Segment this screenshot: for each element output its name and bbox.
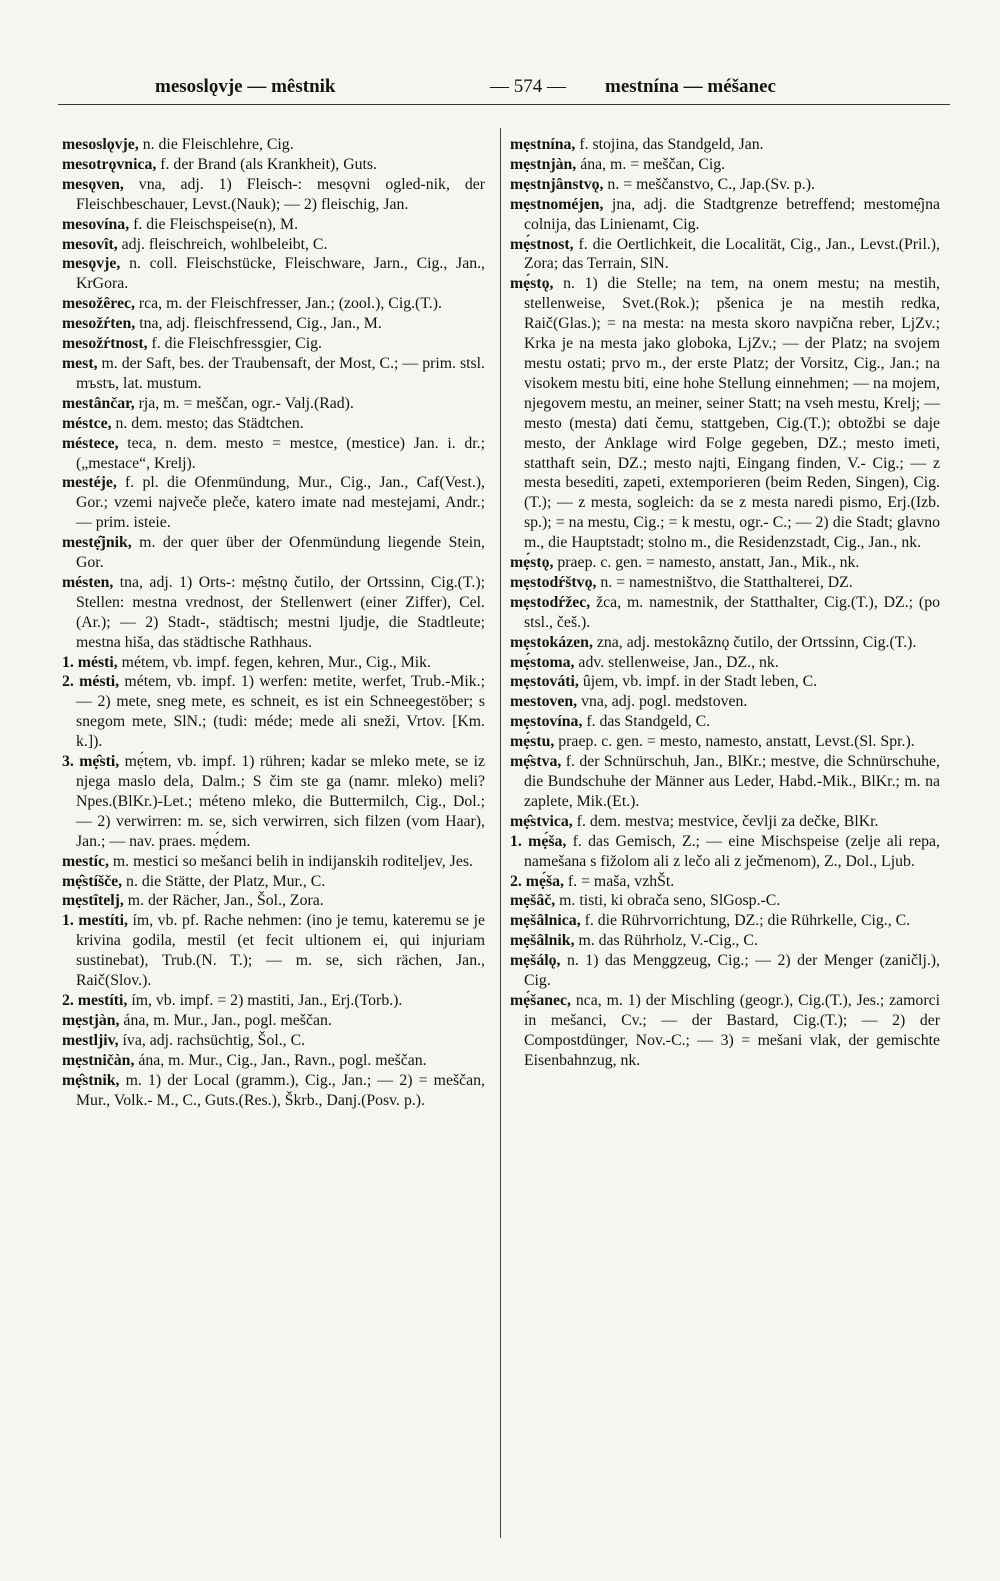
dictionary-entry [62,872,485,892]
entry-headword: mẹ̑stíšče, [62,872,123,890]
entry-headword: mẹstováti, [510,673,579,691]
entry-headword: mẹstnína, [510,136,576,153]
entry-definition: žca, m. namestnik, der Statthalter, Cig.(T.), DZ.; (po stsl., češ.). [524,593,940,631]
dictionary-entry [62,394,485,414]
dictionary-entry [62,314,485,334]
dictionary-entry [510,553,940,573]
entry-headword: mesožŕtnost, [62,335,148,353]
entry-headword: mẹstnjàn, [510,155,577,173]
entry-definition: n. dem. mesto; das Städtchen. [111,414,304,432]
entry-definition: m. der quer über der Ofenmündung liegende Stein, Gor. [76,534,485,572]
entry-definition: n. coll. Fleischstücke, Fleischware, Jarn., Cig., Jan., KrGora. [76,255,485,293]
entry-definition: n. = meščanstvo, C., Jap.(Sv. p.). [603,175,815,193]
entry-headword: mẹšȃlnik, [510,932,575,950]
dictionary-entry [510,155,940,175]
entry-definition: m. tisti, ki obrača seno, SlGosp.-C. [555,892,781,910]
page-number: — 574 — [490,76,566,97]
dictionary-entry [510,175,940,195]
entry-definition: ím, vb. impf. = 2) mastiti, Jan., Erj.(Torb.). [127,991,403,1009]
dictionary-entry [62,1031,485,1051]
dictionary-entry [510,732,940,752]
entry-definition: m. das Rührholz, V.-Cig., C. [574,932,758,950]
entry-definition: vna, adj. pogl. medstoven. [577,693,748,711]
dictionary-entry [510,911,940,931]
dictionary-entry [510,891,940,911]
entry-headword: mẹstodŕštvǫ, [510,573,597,591]
dictionary-entry [62,533,485,573]
dictionary-entry [510,195,940,235]
entry-headword: mẹstnjânstvǫ, [510,175,604,193]
entry-headword: 1. mẹ́ša, [510,832,567,850]
entry-headword: mestẹ̑jnik, [62,534,132,552]
dictionary-entry [62,215,485,235]
entry-definition: f. das Standgeld, C. [582,713,711,731]
entry-definition: f. der Brand (als Krankheit), Guts. [156,155,377,173]
page-header [60,70,950,104]
entry-headword: 2. mésti, [62,673,120,691]
dictionary-entry [62,852,485,872]
entry-definition: m. mestici so mešanci belih in indijanskih roditeljev, Jes. [108,852,473,870]
right-column [510,135,940,1071]
dictionary-entry [62,672,485,752]
header-left-guideword: mesoslǫvje — mêstnik [155,76,336,97]
header-rule [58,104,950,105]
dictionary-entry [510,135,940,155]
dictionary-entry [62,653,485,673]
entry-definition: m. 1) der Local (gramm.), Cig., Jan.; — 2) = meščan, Mur., Volk.- M., C., Guts.(Res.), Škrb., Danj.(Posv. p.). [76,1071,485,1109]
dictionary-entry [62,354,485,394]
dictionary-entry [62,434,485,474]
dictionary-entry [62,135,485,155]
dictionary-entry [510,692,940,712]
dictionary-entry [510,573,940,593]
entry-definition: tna, adj. 1) Orts-: mẹ̑stnǫ čutilo, der Ortssinn, Cig.(T.); Stellen: mestna vrednost, der Stellenwert (einer Ziffer), Cel.(Ar.); — 2) Stadt-, städtisch; mestni ljudje, die Stadtleute; mestna hiša, das städtische Rathhaus. [76,573,485,651]
entry-definition: f. = maša, vzhŠt. [563,872,675,890]
entry-definition: ûjem, vb. impf. in der Stadt leben, C. [578,673,818,691]
entry-definition: métem, vb. impf. 1) werfen: metite, werfet, Trub.-Mik.; — 2) mete, sneg mete, es schneit, es ist ein Schneegestöber; s snegom mete, SlN.; (tudi: méde; mede ali sneži, Vrtov. [Km. k.]). [76,673,486,751]
entry-definition: ána, m. = meščan, Cig. [576,155,726,173]
entry-definition: jna, adj. die Stadtgrenze betreffend; mestomẹ̑jna colnija, das Linienamt, Cig. [524,195,940,233]
entry-headword: mẹstîtelj, [62,892,124,910]
entry-definition: m. der Saft, bes. der Traubensaft, der Most, C.; — prim. stsl. mъstъ, lat. mustum. [76,354,485,392]
entry-headword: 3. mẹ̑sti, [62,753,120,771]
entry-headword: méstce, [62,414,112,432]
dictionary-entry [62,155,485,175]
dictionary-entry [510,633,940,653]
entry-headword: mẹstovína, [510,713,583,731]
header-right-guideword: mestnína — méšanec [605,76,776,97]
entry-definition: adj. fleischreich, wohlbeleibt, C. [117,235,328,253]
entry-definition: n. die Stätte, der Platz, Mur., C. [122,872,326,890]
left-column [62,135,485,1110]
dictionary-entry [62,414,485,434]
entry-headword: mesoslǫvje, [62,136,139,153]
entry-headword: mest, [62,354,98,372]
dictionary-entry [510,752,940,812]
dictionary-entry [62,334,485,354]
dictionary-entry [510,812,940,832]
entry-headword: mẹstničàn, [62,1051,135,1069]
dictionary-entry [62,891,485,911]
entry-headword: mẹšȃč, [510,892,556,910]
entry-headword: mẹ́stǫ, [510,275,554,293]
dictionary-entry [510,872,940,892]
entry-definition: íva, adj. rachsüchtig, Šol., C. [118,1031,306,1049]
dictionary-entry [62,473,485,533]
dictionary-entry [510,672,940,692]
entry-headword: mẹstodŕžec, [510,593,591,611]
dictionary-entry [62,235,485,255]
dictionary-entry [62,752,485,852]
entry-headword: mestoven, [510,693,578,711]
entry-headword: méstece, [62,434,119,452]
dictionary-entry [510,832,940,872]
entry-definition: adv. stellenweise, Jan., DZ., nk. [574,653,779,671]
entry-headword: mẹ́stoma, [510,653,575,671]
entry-headword: mẹstokázen, [510,633,593,651]
entry-headword: mesǫvje, [62,255,121,273]
dictionary-entry [62,175,485,215]
entry-headword: mẹ̑stvica, [510,812,573,830]
dictionary-entry [510,991,940,1071]
entry-definition: f. pl. die Ofenmündung, Mur., Cig., Jan., Caf(Vest.), Gor.; vzemi največe pleče, katero imate nad mestejami, Andr.; — prim. isteie. [76,474,485,532]
dictionary-entry [510,235,940,275]
entry-headword: 2. mẹ́ša, [510,872,564,890]
entry-headword: mẹ̑stva, [510,753,562,771]
entry-headword: mestíc, [62,852,109,870]
entry-definition: ána, m. Mur., Jan., pogl. meščan. [119,1011,332,1029]
entry-headword: mẹstjàn, [62,1011,120,1029]
entry-headword: mesovît, [62,235,118,253]
entry-headword: mésten, [62,573,114,591]
dictionary-entry [62,911,485,991]
entry-definition: f. der Schnürschuh, Jan., BlKr.; mestve, die Schnürschuhe, die Bundschuhe der Männer aus Leder, Habd.-Mik., BlKr.; m. na zaplete, Mik.(Et.). [524,753,940,810]
entry-definition: f. das Gemisch, Z.; — eine Mischspeise (zelje ali repa, namešana s fižolom ali z lečo ali z ječmenom), Z., Dol., Ljub. [524,832,940,870]
entry-headword: mẹ́stǫ, [510,554,554,572]
entry-headword: mesovína, [62,215,130,233]
dictionary-entry [62,1051,485,1071]
entry-definition: nca, m. 1) der Mischling (geogr.), Cig.(T.), Jes.; zamorci in mešanci, Cv.; — der Bastard, Cig.(T.); — 2) der Compostdünger, Nov.-C.; — 3) = mešani vlak, der gemischte Eisenbahnzug, nk. [524,991,940,1069]
dictionary-entry [62,1071,485,1111]
entry-headword: mestéje, [62,474,117,492]
entry-headword: mesožŕten, [62,315,136,333]
dictionary-entry [62,1011,485,1031]
entry-definition: zna, adj. mestokȃznǫ čutilo, der Ortssinn, Cig.(T.). [592,633,917,651]
entry-definition: praep. c. gen. = namesto, anstatt, Jan., Mik., nk. [553,554,860,572]
entry-headword: mẹ́stu, [510,733,555,751]
entry-definition: f. die Oertlichkeit, die Localität, Cig., Jan., Levst.(Pril.), Zora; das Terrain, SlN. [524,235,940,273]
entry-headword: mesožêrec, [62,295,135,313]
entry-headword: mẹ́stnost, [510,235,574,253]
entry-definition: vna, adj. 1) Fleisch-: mesǫvni ogled-nik, der Fleischbeschauer, Levst.(Nauk); — 2) fleischig, Jan. [76,175,485,213]
entry-definition: n. 1) das Menggzeug, Cig.; — 2) der Menger (zaničlj.), Cig. [524,952,940,990]
entry-headword: mẹ́šanec, [510,991,571,1009]
dictionary-entry [62,991,485,1011]
entry-definition: praep. c. gen. = mesto, namesto, anstatt, Levst.(Sl. Spr.). [554,733,915,751]
entry-definition: f. die Rührvorrichtung, DZ.; die Rührkelle, Cig., C. [580,912,911,930]
dictionary-entry [62,573,485,653]
entry-definition: tna, adj. fleischfressend, Cig., Jan., M. [135,315,382,333]
entry-definition: métem, vb. impf. fegen, kehren, Mur., Cig., Mik. [117,653,431,671]
dictionary-entry [62,294,485,314]
entry-definition: n. = namestništvo, die Statthalterei, DZ. [596,573,853,591]
entry-definition: f. dem. mestva; mestvice, čevlji za dečke, BlKr. [572,812,879,830]
entry-headword: mesǫven, [62,175,124,193]
entry-headword: mẹ̑stnik, [62,1071,120,1089]
dictionary-entry [510,274,940,553]
entry-definition: f. die Fleischspeise(n), M. [129,215,299,233]
entry-headword: mẹšȃlnica, [510,912,581,930]
dictionary-entry [510,951,940,991]
entry-definition: m. der Rächer, Jan., Šol., Zora. [123,892,324,910]
entry-definition: f. stojina, das Standgeld, Jan. [575,136,764,153]
entry-definition: rca, m. der Fleischfresser, Jan.; (zool.), Cig.(T.). [134,295,442,313]
entry-headword: 1. mestíti, [62,912,128,930]
entry-definition: f. die Fleischfressgier, Cig. [147,335,322,353]
entry-headword: mestljiv, [62,1031,119,1049]
dictionary-entry [510,931,940,951]
dictionary-entry [510,653,940,673]
entry-headword: 2. mestíti, [62,991,128,1009]
entry-headword: mẹstnoméjen, [510,195,604,213]
entry-headword: mẹšálǫ, [510,952,561,970]
entry-definition: teca, n. dem. mesto = mestce, (mestice) Jan. i. dr.; („mestace“, Krelj). [76,434,485,472]
dictionary-entry [510,593,940,633]
entry-definition: mẹ́tem, vb. impf. 1) rühren; kadar se mleko mete, se iz njega maslo dela, Dalm.; S čim ste ga (namr. mleko) meli? Npes.(BlKr.)-Let.; méteno mleko, die Buttermilch, Cig., Dol.; — 2) verwirren: m. se, sich verwirren, sich filzen (vom Haar), Jan.; — nav. praes. mẹ́dem. [76,753,485,850]
dictionary-entry [510,712,940,732]
column-divider [500,128,501,1538]
entry-headword: mesotrǫvnica, [62,155,157,173]
entry-definition: ím, vb. pf. Rache nehmen: (ino je temu, kateremu se je krivina godila, mestil (et fecit ultionem ei, qui injuriam sustinebat), Trub.(N. T.); — m. se, sich rächen, Jan., Raič(Slov.). [76,912,485,990]
entry-definition: n. die Fleischlehre, Cig. [138,136,294,153]
entry-headword: 1. mésti, [62,653,118,671]
entry-definition: rja, m. = meščan, ogr.- Valj.(Rad). [134,394,354,412]
entry-headword: mestânčar, [62,394,135,412]
dictionary-entry [62,254,485,294]
entry-definition: ána, m. Mur., Cig., Jan., Ravn., pogl. meščan. [134,1051,427,1069]
entry-definition: n. 1) die Stelle; na tem, na onem mestu; na mestih, stellenweise, Svet.(Rok.); pšenica je na mestih redka, Raič(Glas.); = na mesta: na mesta skoro navpična reber, LjZv.; Krka je na mesta jako globoka, LjZv.; — der Platz; na svojem mestu ostati; prvo m., der erste Platz; der Vorsitz, Cig., Jan.; na visokem mestu biti, eine hohe Stellung einnehmen; — na mojem, njegovem mestu, an meiner, seiner Statt; na vseh mestu, Krelj; — mesto (mesta) dati čemu, stattgeben, Cig.(T.); obtožbi se daje mesto, der Anklage wird Folge gegeben, DZ.; mesto imeti, statthaft sein, DZ.; mesto najti, Eingang finden, V.- Cig.; — z mesta besediti, zapeti, extemporieren (beim Reden, Singen), Cig.(T.); — z mesta, sogleich: da se z mesta naredi pismo, Erj.(Izb. sp.); = na mestu, Cig.; = k mestu, ogr.- C.; — 2) die Stadt; glavno m., die Hauptstadt; stolno m., die Residenzstadt, Cig., Jan., nk. [524,275,940,552]
